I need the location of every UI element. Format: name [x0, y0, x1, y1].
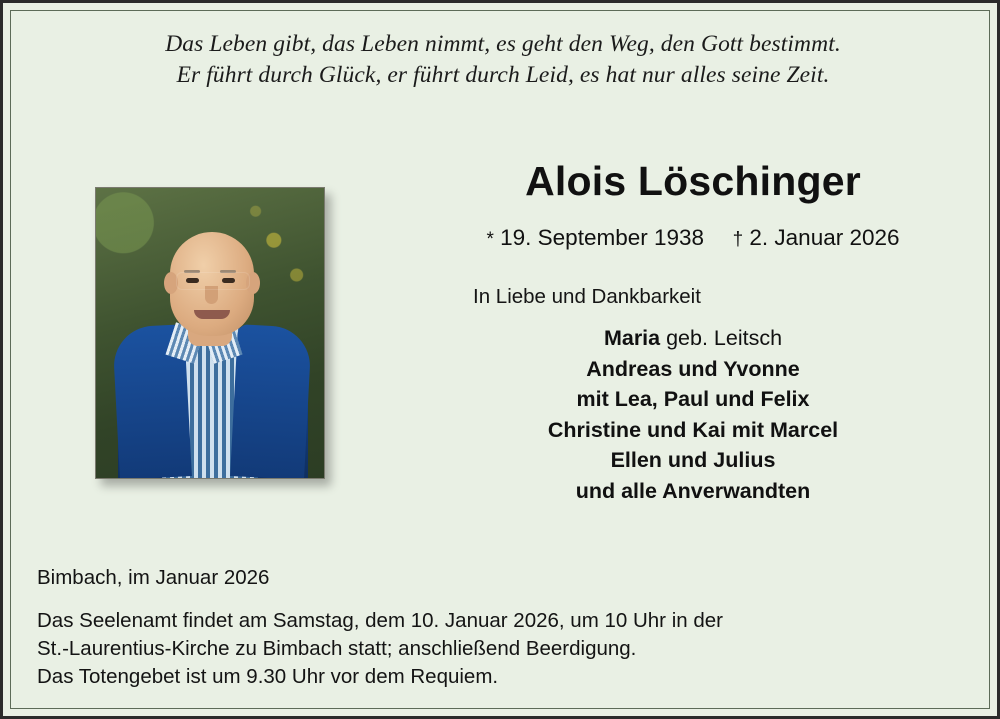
- place-and-date: Bimbach, im Januar 2026: [37, 566, 270, 589]
- family-name: und alle Anverwandten: [575, 478, 811, 503]
- family-name: Ellen und Julius: [610, 448, 776, 472]
- family-name: mit Lea, Paul und Felix: [576, 387, 810, 411]
- family-name: Maria: [603, 326, 661, 350]
- birth-symbol: *: [486, 229, 494, 250]
- dedication-text: In Liebe und Dankbarkeit: [473, 285, 701, 308]
- family-list: [423, 323, 963, 506]
- deceased-name: Alois Löschinger: [525, 158, 861, 204]
- portrait-photo: [95, 187, 325, 479]
- family-line: [423, 476, 963, 507]
- family-line: [423, 445, 963, 476]
- family-line: [423, 415, 963, 446]
- family-name: Christine und Kai mit Marcel: [547, 417, 839, 442]
- verse-line-2: Er führt durch Glück, er führt durch Leid, es hat nur alles seine Zeit.: [176, 62, 830, 88]
- family-line: [423, 323, 963, 354]
- photo-background: [96, 188, 324, 478]
- service-line-1: Das Seelenamt findet am Samstag, dem 10. Januar 2026, um 10 Uhr in der: [37, 609, 723, 632]
- verse-line-1: Das Leben gibt, das Leben nimmt, es geht den Weg, den Gott bestimmt.: [165, 31, 841, 57]
- family-line: [423, 354, 963, 385]
- memorial-verse: [63, 29, 943, 91]
- life-dates: [423, 225, 963, 251]
- family-line: [423, 384, 963, 415]
- family-name: Andreas und Yvonne: [586, 356, 800, 381]
- service-line-2: St.-Laurentius-Kirche zu Bimbach statt; anschließend Beerdigung.: [37, 637, 637, 660]
- death-date: 2. Januar 2026: [749, 225, 900, 250]
- photo-glasses: [176, 272, 250, 290]
- family-suffix: geb. Leitsch: [660, 326, 783, 350]
- service-line-3: Das Totengebet ist um 9.30 Uhr vor dem Requiem.: [37, 665, 499, 688]
- death-symbol: †: [732, 229, 744, 250]
- service-details: [37, 607, 937, 691]
- photo-vest-right: [230, 324, 312, 479]
- photo-mouth: [194, 310, 230, 319]
- birth-date: 19. September 1938: [500, 225, 705, 250]
